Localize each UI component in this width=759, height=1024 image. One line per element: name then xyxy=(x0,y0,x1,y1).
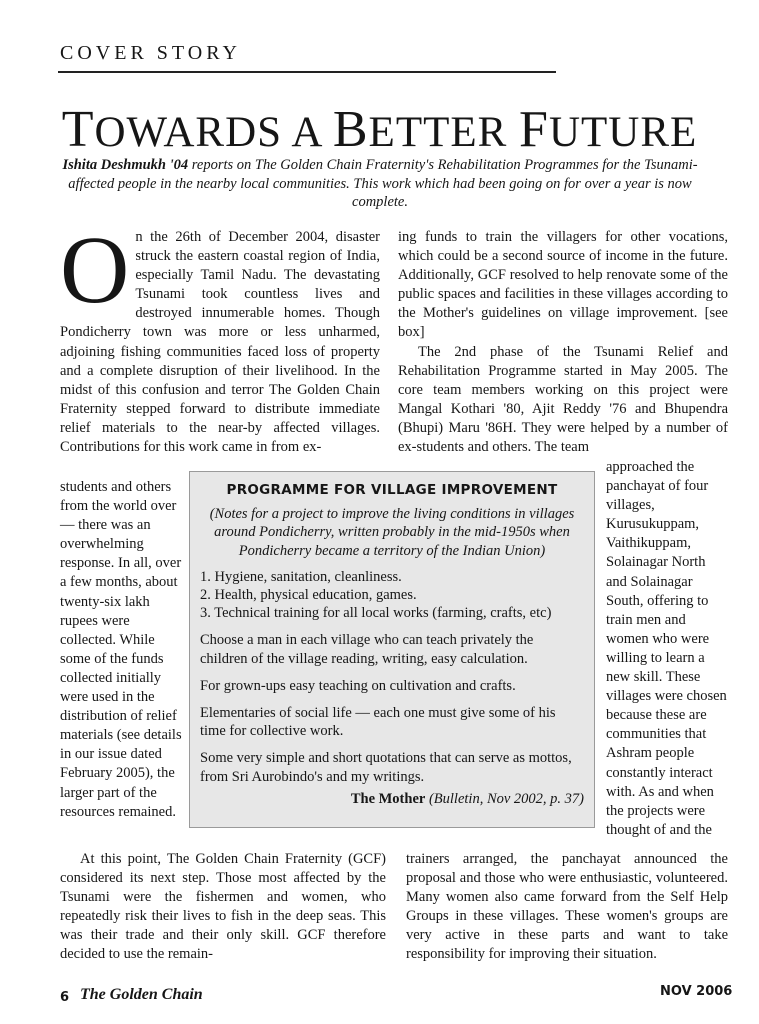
header-rule xyxy=(58,71,556,73)
magazine-logo: The Golden Chain xyxy=(80,986,203,1003)
box-list xyxy=(200,568,584,623)
article-column-left-top: On the 26th of December 2004, disaster struck the eastern coastal region of India, especially Tamil Nadu. The devastating Tsunami took countless lives and destroyed innumerable homes. Though Pondicherry town was more or less unharmed, adjoining fishing communities faced loss of property and a complete disruption of their livelihood. In the midst of this confusion and terror The Golden Chain Fraternity stepped forward to distribute immediate relief materials to the near-by affected villages. Contributions for this work came in from ex- xyxy=(60,216,380,456)
article-column-right-narrow: approached the panchayat of four villages, Kurusukuppam, Vaithikuppam, Solainagar North and Solainagar South, offering to train men and women who were willing to learn a new skill. These villages were chosen because these are communities that Ashram people constantly interact with. As and when the projects were thought of and the xyxy=(606,459,727,838)
list-item: 1. Hygiene, sanitation, cleanliness. xyxy=(200,568,402,585)
article-column-left-narrow: students and others from the world over — there was an overwhelming response. In all, over a few months, about twenty-six lakh rupees were collected. While some of the funds collected initially were used in the distribution of relief materials (see details in our issue dated February 2005), the larger part of the resources remained. xyxy=(60,479,182,820)
list-item: 2. Health, physical education, games. xyxy=(200,587,417,604)
author-name: Ishita Deshmukh '04 xyxy=(62,157,189,173)
box-paragraph: Choose a man in each village who can teach privately the children of the village reading, writing, easy calculation. xyxy=(200,632,534,667)
programme-sidebar-box xyxy=(189,471,595,828)
page-number: 6 xyxy=(60,990,70,1005)
box-paragraph: Some very simple and short quotations that can serve as mottos, from Sri Aurobindo's and my writings. xyxy=(200,750,572,785)
article-column-left-bottom: At this point, The Golden Chain Fraternity (GCF) considered its next step. Those most affected by the Tsunami were the fishermen and women, who repeatedly risk their lives to fish in the deep seas. This was their trade and their only skill. GCF therefore decided to use the remain- xyxy=(60,851,386,963)
article-subtitle: Ishita Deshmukh '04 reports on The Golden Chain Fraternity's Rehabilitation Programmes for the Tsunami-affected people in the nearby local communities. This work which had been going on for over a year is now complete. xyxy=(62,157,698,210)
list-item: 3. Technical training for all local works (farming, crafts, etc) xyxy=(200,605,552,622)
article-column-right-top: ing funds to train the villagers for other vocations, which could be a second source of income in the future. Additionally, GCF resolved to help renovate some of the public spaces and facilities in these villages according to the Mother's guidelines on village improvement. [see box] The 2nd phase of the Tsunami Relief and Rehabilitation Programme started in May 2005. The core team members working on this project were Mangal Kothari '80, Ajit Reddy '76 and Bhupendra (Bhupi) Maru '86H. They were helped by a number of ex-students and others. The team xyxy=(398,229,728,456)
box-note: (Notes for a project to improve the living conditions in villages around Pondicherry, written probably in the mid-1950s when Pondicherry became a territory of the Indian Union) xyxy=(209,506,575,559)
issue-date: NOV 2006 xyxy=(660,984,733,999)
box-paragraph: For grown-ups easy teaching on cultivation and crafts. xyxy=(200,677,516,694)
section-kicker: COVER STORY xyxy=(60,42,241,64)
box-paragraph: Elementaries of social life — each one must give some of his time for collective work. xyxy=(200,705,556,740)
box-signature: The Mother (Bulletin, Nov 2002, p. 37) xyxy=(350,790,584,807)
drop-cap: O xyxy=(60,216,130,323)
article-title: TOWARDS A BETTER FUTURE xyxy=(61,101,698,158)
box-title: PROGRAMME FOR VILLAGE IMPROVEMENT xyxy=(226,482,558,498)
article-column-right-bottom: trainers arranged, the panchayat announced the proposal and those who were enthusiastic, volunteered. Many women also came forward from the Self Help Groups in these villages. These women's groups are very active in these parts and want to take responsibility for improving their situation. xyxy=(406,851,728,963)
